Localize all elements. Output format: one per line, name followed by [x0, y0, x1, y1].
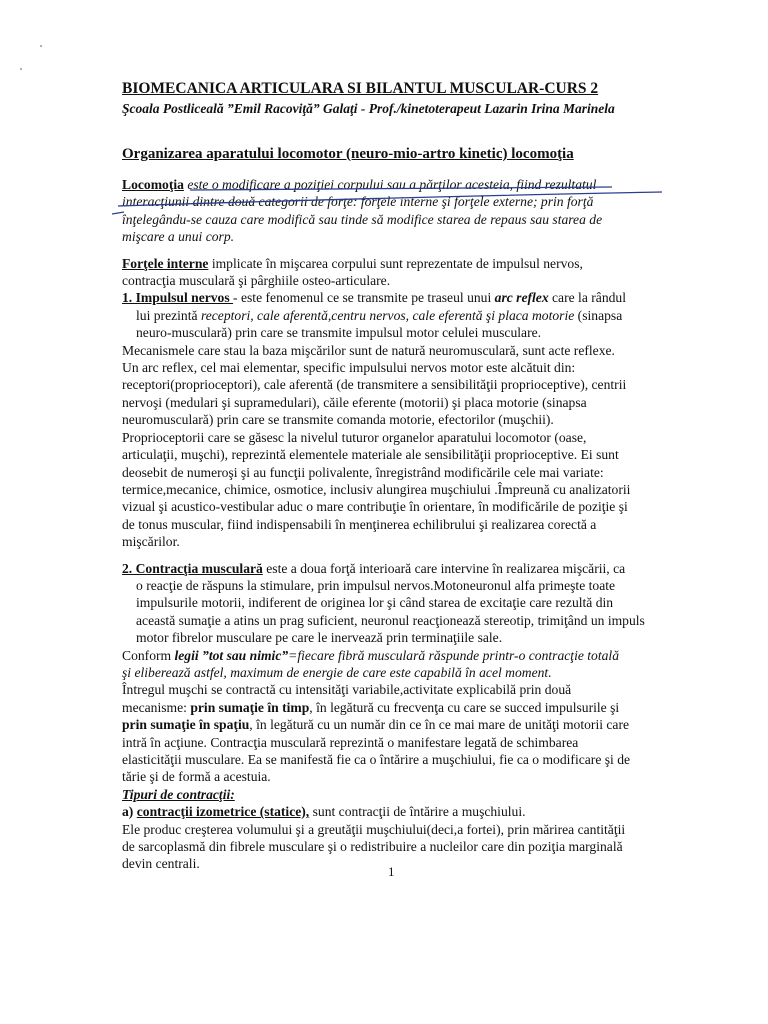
impuls-line-2: lui prezintă receptori, cale aferentă,centru nervos, cale eferentă şi placa motorie (sinapsa	[136, 307, 623, 323]
section-heading: Organizarea aparatului locomotor (neuro-mio-artro kinetic) locomoţia	[122, 146, 574, 162]
locomotia-line-2: interacţiunii dintre două categorii de forţe: forţele interne şi forţele externe; prin forţă	[122, 194, 594, 210]
tipuri-line-4: devin centrali.	[122, 856, 200, 872]
impuls-line-5: Un arc reflex, cel mai elementar, specific impulsului nervos motor este alcătuit din:	[122, 360, 576, 376]
contractia-conform-line: Conform legii ”tot sau nimic”=fiecare fibră musculară răspunde printr-o contracţie totală	[122, 647, 619, 663]
impuls-line-3: neuro-musculară) prin care se transmite impulsul motor celulei musculare.	[136, 325, 542, 341]
locomotia-term: Locomoţia	[122, 177, 184, 192]
impuls-line-9: Proprioceptorii care se găsesc la nivelul tuturor organelor aparatului locomotor (oase,	[122, 429, 587, 445]
impuls-line-11: deosebit de numeroşi şi au funcţii polivalente, înregistrând modificările cele mai variate:	[122, 464, 604, 480]
contractia-line-4: această sumaţie a atins un prag suficient, neuronul reacţionează stereotip, trimiţând un impuls	[136, 612, 645, 628]
forte-line-2: contracţia musculară şi pârghiile osteo-articulare.	[122, 273, 391, 289]
page-number: 1	[388, 864, 395, 879]
impuls-heading: 1. Impulsul nervos	[122, 290, 234, 306]
tipuri-heading: Tipuri de contracţii:	[122, 786, 235, 802]
impuls-line-1: 1. Impulsul nervos - este fenomenul ce se transmite pe traseul unui arc reflex care la rândul	[122, 290, 626, 306]
forte-line-1: Forţele interne implicate în mişcarea corpului sunt reprezentate de impulsul nervos,	[122, 255, 583, 271]
impuls-line-8: neuromusculară) prin care se transmite comanda motorie, efectorilor (muşchii).	[122, 412, 554, 428]
contractia-line-9: mecanisme: prin sumaţie în timp, în legătură cu frecvenţa cu care se succed impulsurile şi	[122, 699, 620, 715]
forte-term: Forţele interne	[122, 255, 209, 271]
locomotia-line-3: înţelegându-se cauza care modifică sau tinde să modifice starea de repaus sau starea de	[122, 211, 603, 227]
contractia-line-8: Întregul muşchi se contractă cu intensităţi variabile,activitate explicabilă prin două	[122, 682, 572, 698]
contractia-heading: 2. Contracţia musculară	[122, 560, 263, 576]
impuls-line-14: de tonus muscular, fiind indispensabili în menţinerea echilibrului şi realizarea corectă a	[122, 516, 597, 532]
contractia-line-12: elasticităţii musculare. Ea se manifestă fie ca o întărire a muşchiului, fie ca o modificare şi de	[122, 752, 631, 767]
locomotia-line-1: Locomoţia este o modificare a poziţiei corpului sau a părţilor acesteia, fiind rezultatul	[122, 177, 597, 192]
contractia-line-13: tărie şi de formă a acestuia.	[122, 769, 271, 785]
contractia-conform-line-2: şi eliberează astfel, maximum de energie de care este capabilă în acel moment.	[122, 664, 552, 680]
contractia-line-2: o reacţie de răspuns la stimulare, prin impulsul nervos.Motoneuronul alfa primeşte toate	[136, 577, 616, 593]
document-title: BIOMECANICA ARTICULARA SI BILANTUL MUSCULAR-CURS 2	[122, 80, 599, 97]
tipuri-line-1: a) contracţii izometrice (statice), sunt contracţii de întărire a muşchiului.	[122, 804, 526, 820]
contractia-line-11: intră în acţiune. Contracţia musculară reprezintă o manifestare legată de schimbarea	[122, 734, 579, 750]
tipuri-line-3: de sarcoplasmă din fibrele musculare şi o redistribuire a nucleilor care din poziţia marginală	[122, 839, 623, 855]
document-subtitle: Şcoala Postliceală ”Emil Racoviţă” Galaţi - Prof./kinetoterapeut Lazarin Irina Marinela	[122, 101, 615, 116]
contractia-line-5: motor fibrelor musculare pe care le inervează prin terminaţiile sale.	[136, 630, 503, 646]
impuls-line-12: termice,mecanice, chimice, osmotice, inclusiv alungirea muşchiului .Împreună cu analizatorii	[122, 481, 631, 497]
impuls-line-10: articulaţii, muşchi), reprezintă elementele materiale ale sensibilităţii proprioceptive. Ei sunt	[122, 447, 619, 463]
impuls-line-13: vizual şi acustico-vestibular aduc o mare contribuţie în orientare, în modificările de poziţie şi	[122, 499, 628, 515]
contractia-line-3: impulsurile motorii, indiferent de originea lor şi când starea de excitaţie care rezultă din	[136, 595, 614, 611]
locomotia-line-4: mişcare a unui corp.	[122, 229, 235, 245]
contractia-line-1: 2. Contracţia musculară este a doua forţă interioară care intervine în realizarea mişcării, ca	[122, 560, 626, 576]
law-name: legii ”tot sau nimic”	[174, 647, 289, 663]
tipuri-line-2: Ele produc creşterea volumului şi a greutăţii muşchiului(deci,a fortei), prin mărirea cantităţii	[122, 821, 626, 837]
scan-speck	[40, 45, 42, 47]
impuls-line-4: Mecanismele care stau la baza mişcărilor sunt de natură neuromusculară, sunt acte reflexe.	[122, 342, 615, 358]
izometrice-label: contracţii izometrice (statice),	[136, 804, 310, 820]
impuls-line-6: receptori(proprioceptori), cale aferentă (de transmitere a sensibilităţii proprioceptive), centrii	[122, 377, 627, 393]
body-text	[122, 176, 652, 873]
scan-speck	[20, 68, 22, 70]
contractia-line-10: prin sumaţie în spaţiu, în legătură cu un număr din ce în ce mai mare de unităţi motorii care	[122, 717, 630, 733]
impuls-line-15: mişcărilor.	[122, 534, 180, 550]
impuls-line-7: nervoşi (medulari şi supramedulari), căile eferente (motorii) şi placa motorie (sinapsa	[122, 394, 587, 410]
